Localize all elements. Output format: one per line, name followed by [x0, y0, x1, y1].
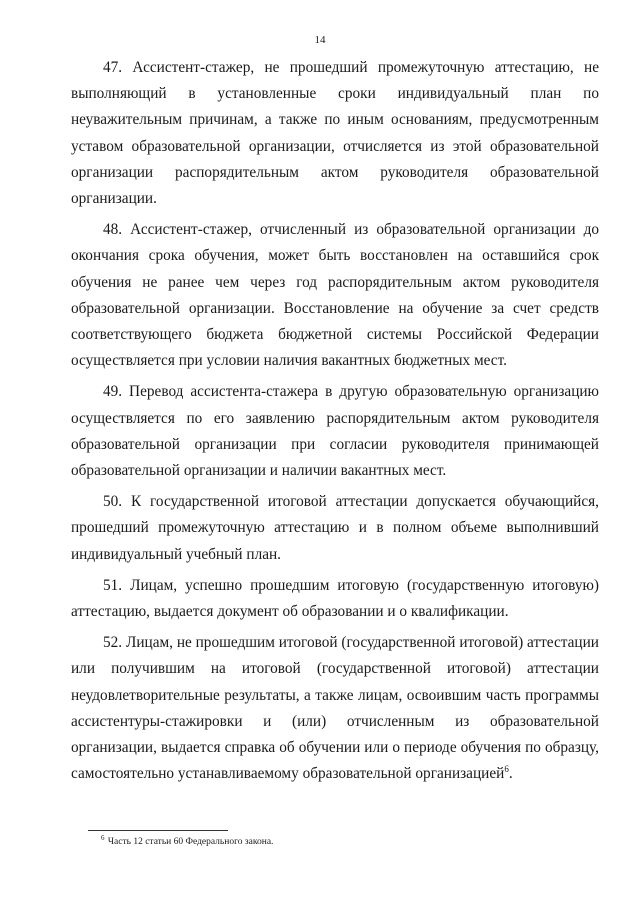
footnote-divider — [88, 830, 228, 831]
paragraph-52-text: 52. Лицам, не прошедшим итоговой (государственной итоговой) аттестации или получившим на итоговой (государственной итоговой) аттестации неудовлетворительные результаты, а также лицам, освоившим часть программы ассистентуры-стажировки и (или) отчисленным из образовательной организации, выдается справка об обучении или о периоде обучения по образцу, самостоятельно устанавливаемому образовательной организацией — [71, 634, 599, 783]
paragraph-49: 49. Перевод ассистента-стажера в другую образовательную организацию осуществляется по его заявлению распорядительным актом руководителя образовательной организации при согласии руководителя принимающей образовательной организации и наличии вакантных мест. — [71, 383, 599, 480]
paragraph-47: 47. Ассистент-стажер, не прошедший промежуточную аттестацию, не выполняющий в установленные сроки индивидуальный план по неуважительным причинам, а также по иным основаниям, предусмотренным уставом образовательной организации, отчисляется из этой образовательной организации распорядительным актом руководителя образовательной организации. — [71, 59, 599, 208]
paragraph-50: 50. К государственной итоговой аттестации допускается обучающийся, прошедший промежуточную аттестацию и в полном объеме выполнивший индивидуальный учебный план. — [71, 493, 599, 563]
footnote — [101, 833, 274, 848]
page-number: 14 — [314, 34, 326, 46]
footnote-text: Часть 12 статьи 60 Федерального закона. — [107, 837, 274, 847]
footnote-reference: 6 — [504, 764, 509, 775]
document-body — [71, 55, 599, 792]
paragraph-51: 51. Лицам, успешно прошедшим итоговую (государственную итоговую) аттестацию, выдается документ об образовании и о квалификации. — [71, 576, 599, 621]
paragraph-52: 52. Лицам, не прошедшим итоговой (государственной итоговой) аттестации или получившим на итоговой (государственной итоговой) аттестации неудовлетворительные результаты, а также лицам, освоившим часть программы ассистентуры-стажировки и (или) отчисленным из образовательной организации, выдается справка об обучении или о периоде обучения по образцу, самостоятельно устанавливаемому образовательной организацией$^6$. — [71, 634, 599, 783]
paragraph-48: 48. Ассистент-стажер, отчисленный из образовательной организации до окончания срока обучения, может быть восстановлен на оставшийся срок обучения не ранее чем через год распорядительным актом руководителя образовательной организации. Восстановление на обучение за счет средств соответствующего бюджета бюджетной системы Российской Федерации осуществляется при условии наличия вакантных бюджетных мест. — [71, 221, 599, 370]
footnote-mark: 6 — [101, 833, 105, 842]
